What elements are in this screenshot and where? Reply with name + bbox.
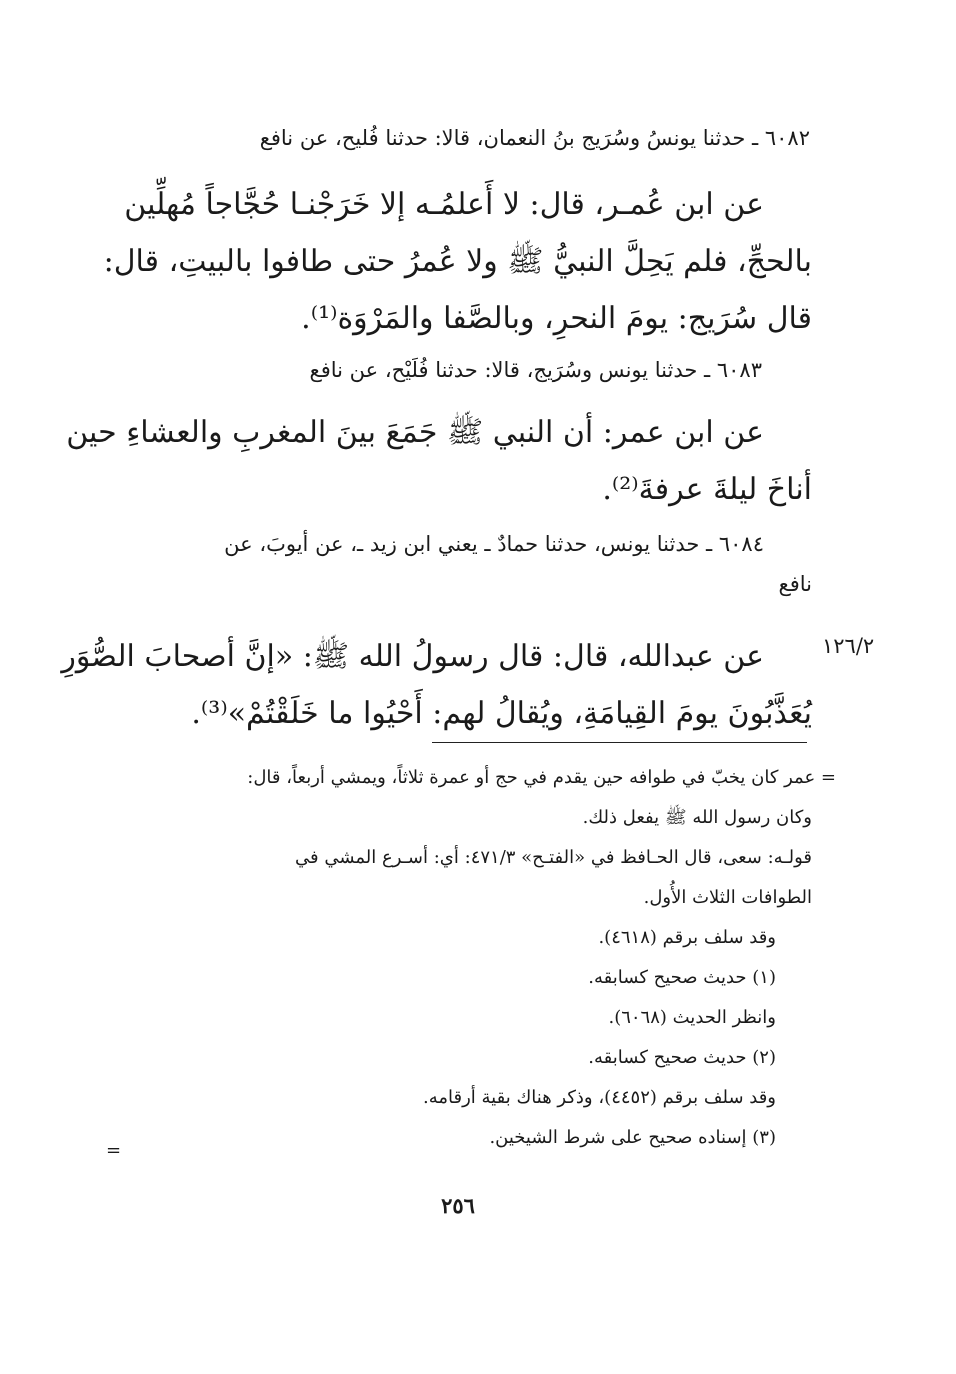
footnote-line: قولـه: سعى، قال الحـافظ في «الفتـح» ٤٧١/٣: أي: أسـرع المشي في bbox=[294, 847, 812, 868]
matn-line: عن ابن عُمـر، قال: لا أَعلمُـه إلا خَرَجْنـا حُجَّاجاً مُهلِّين bbox=[124, 187, 764, 222]
hadith-isnad-6083 bbox=[190, 350, 810, 390]
hadith-isnad-6082 bbox=[259, 118, 810, 158]
matn-line: قال سُرَيج: يومَ النحرِ، وبالصَّفا والمَرْوَة⁽¹⁾. bbox=[301, 301, 812, 336]
page-number: ٢٥٦ bbox=[441, 1193, 475, 1218]
footnote-line: وكان رسول الله ﷺ يفعل ذلك. bbox=[582, 807, 812, 828]
isnad-line: نافع bbox=[778, 572, 812, 596]
footnote-line: وانظر الحديث (٦٠٦٨). bbox=[608, 1007, 776, 1028]
footnote-line: الطوافات الثلاث الأُول. bbox=[643, 887, 812, 908]
matn-line: يُعَذَّبُونَ يومَ القِيامَةِ، ويُقالُ لهم: أَحْيُوا ما خَلَقْتُمْ»⁽³⁾. bbox=[191, 696, 812, 731]
hadith-matn-6084 bbox=[61, 628, 812, 742]
continuation-mark: = bbox=[106, 1140, 122, 1161]
matn-line: عن عبدالله، قال: قال رسولُ الله ﷺ: «إنَّ أصحابَ الصُّوَرِ bbox=[61, 639, 764, 674]
footnote-line: وقد سلف برقم (٤٤٥٢)، وذكر هناك بقية أرقامه. bbox=[423, 1087, 776, 1108]
footnote-separator-line bbox=[432, 742, 807, 743]
footnote-line: (٢) حديث صحيح كسابقه. bbox=[588, 1047, 776, 1068]
isnad-line: ٦٠٨٣ ـ حدثنا يونس وسُرَيج، قالا: حدثنا فُلَيْح، عن نافع bbox=[309, 358, 762, 382]
footnote-line: (٣) إسناده صحيح على شرط الشيخين. bbox=[489, 1127, 776, 1148]
footnotes bbox=[106, 758, 836, 1158]
hadith-matn-6082 bbox=[103, 176, 812, 347]
isnad-line: ٦٠٨٤ ـ حدثنا يونس، حدثنا حمادٌ ـ يعني ابن زيد ـ، عن أيوبَ، عن bbox=[224, 532, 764, 556]
isnad-line: ٦٠٨٢ ـ حدثنا يونسُ وسُرَيج بنُ النعمان، قالا: حدثنا فُليح، عن نافع bbox=[259, 126, 810, 150]
footnote-line: = عمر كان يخبّ في طوافه حين يقدم في حج أو عمرة ثلاثاً، ويمشي أربعاً، قال: bbox=[247, 767, 836, 788]
matn-line: عن ابن عمر: أن النبي ﷺ جَمَعَ بينَ المغربِ والعشاءِ حين bbox=[66, 415, 764, 450]
footnote-line: وقد سلف برقم (٤٦١٨). bbox=[598, 927, 776, 948]
matn-line: بالحجِّ، فلم يَحِلَّ النبيُّ ﷺ ولا عُمرُ حتى طافوا بالبيتِ، قال: bbox=[103, 244, 812, 279]
footnote-line: (١) حديث صحيح كسابقه. bbox=[588, 967, 776, 988]
margin-volume-page-reference: ١٢٦/٢ bbox=[822, 634, 875, 658]
hadith-isnad-6084 bbox=[106, 524, 812, 604]
hadith-matn-6083 bbox=[66, 404, 812, 518]
matn-line: أناخَ ليلةَ عرفةَ⁽²⁾. bbox=[602, 472, 812, 507]
